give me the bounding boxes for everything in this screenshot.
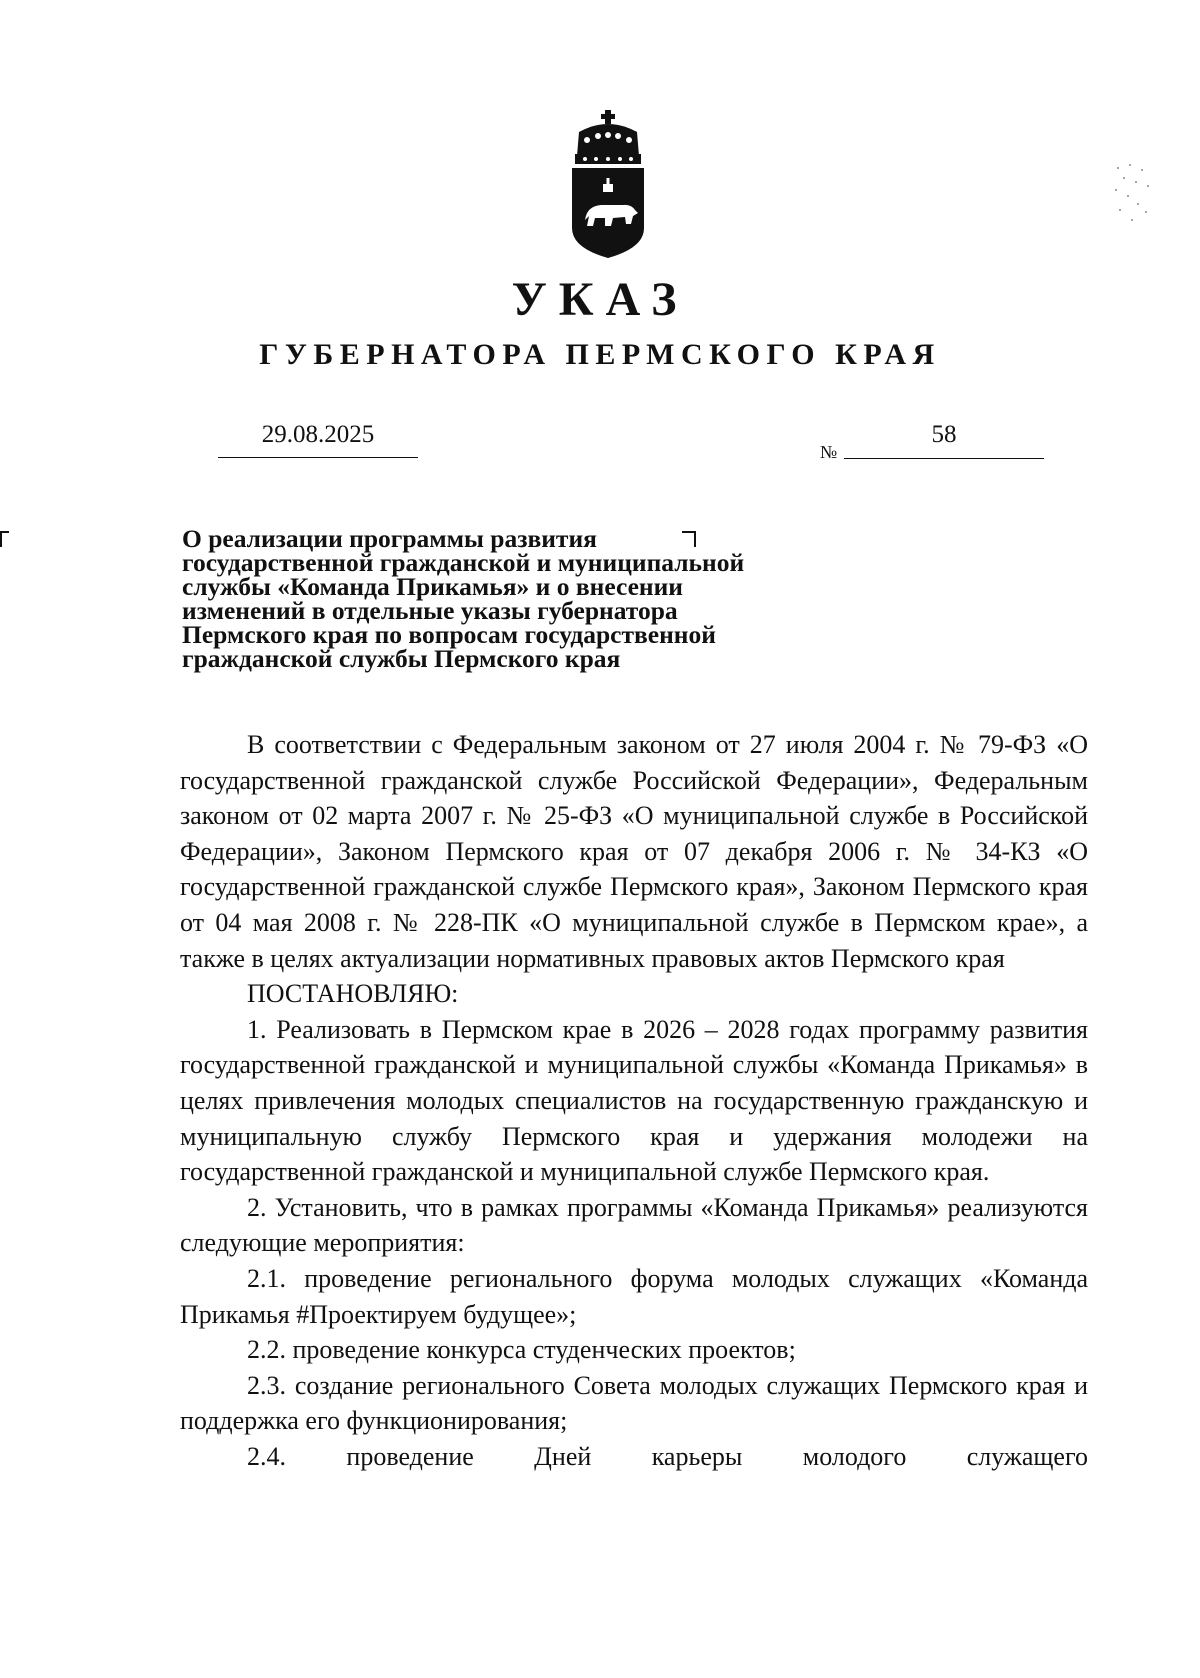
title-line: гражданской службы Пермского края bbox=[182, 644, 621, 673]
number-underline bbox=[844, 458, 1044, 459]
clause-2-2: 2.2. проведение конкурса студенческих проектов; bbox=[247, 1335, 796, 1365]
clause-2-3: 2.3. создание регионального Совета молодых служащих Пермского края и поддержка его функционирования; bbox=[180, 1370, 1088, 1436]
title-corner-left bbox=[0, 531, 9, 547]
date-field bbox=[218, 420, 418, 460]
clause-2: 2. Установить, что в рамках программы «Команда Прикамья» реализуются следующие мероприятия: bbox=[180, 1192, 1088, 1258]
document-type: УКАЗ bbox=[511, 273, 689, 326]
scan-noise-mark bbox=[1108, 160, 1188, 240]
title-line: государственной гражданской и муниципальной bbox=[182, 548, 745, 577]
number-field bbox=[820, 420, 1044, 465]
decree-body bbox=[180, 727, 1088, 1474]
title-line: О реализации программы развития bbox=[182, 524, 597, 553]
title-line: изменений в отдельные указы губернатора bbox=[182, 596, 678, 625]
clause-1: 1. Реализовать в Пермском крае в 2026 – 2028 годах программу развития государственной гражданской и муниципальной службы «Команда Прикамья» в целях привлечения молодых специалистов на государственную гражданскую и муниципальную службу Пермского края и удержания молодежи на государственной гражданской и муниципальной службе Пермского края. bbox=[180, 1014, 1088, 1187]
date-underline bbox=[218, 457, 418, 458]
decree-title bbox=[182, 524, 922, 673]
decree-date: 29.08.2025 bbox=[261, 421, 375, 448]
clause-2-4: 2.4. проведение Дней карьеры молодого служащего bbox=[247, 1441, 1088, 1471]
title-line: службы «Команда Прикамья» и о внесении bbox=[182, 572, 683, 601]
decree-number: 58 bbox=[931, 421, 957, 448]
preamble-paragraph: В соответствии с Федеральным законом от 27 июля 2004 г. № 79-ФЗ «О государственной гражданской службе Российской Федерации», Федеральным законом от 02 марта 2007 г. № 25-ФЗ «О муниципальной службе в Российской Федерации», Законом Пермского края от 07 декабря 2006 г. № 34-КЗ «О государственной гражданской службе Пермского края», Законом Пермского края от 04 мая 2008 г. № 228-ПК «О муниципальной службе в Пермском крае», а также в целях актуализации нормативных правовых актов Пермского края bbox=[180, 730, 1088, 973]
clause-2-1: 2.1. проведение регионального форума молодых служащих «Команда Прикамья #Проектируем будущее»; bbox=[180, 1263, 1088, 1329]
perm-krai-coat-of-arms-icon bbox=[565, 110, 651, 260]
number-sign: № bbox=[820, 442, 838, 462]
command-paragraph: ПОСТАНОВЛЯЮ: bbox=[247, 979, 459, 1009]
title-line: Пермского края по вопросам государственной bbox=[182, 620, 716, 649]
document-issuer: ГУБЕРНАТОРА ПЕРМСКОГО КРАЯ bbox=[259, 338, 941, 371]
